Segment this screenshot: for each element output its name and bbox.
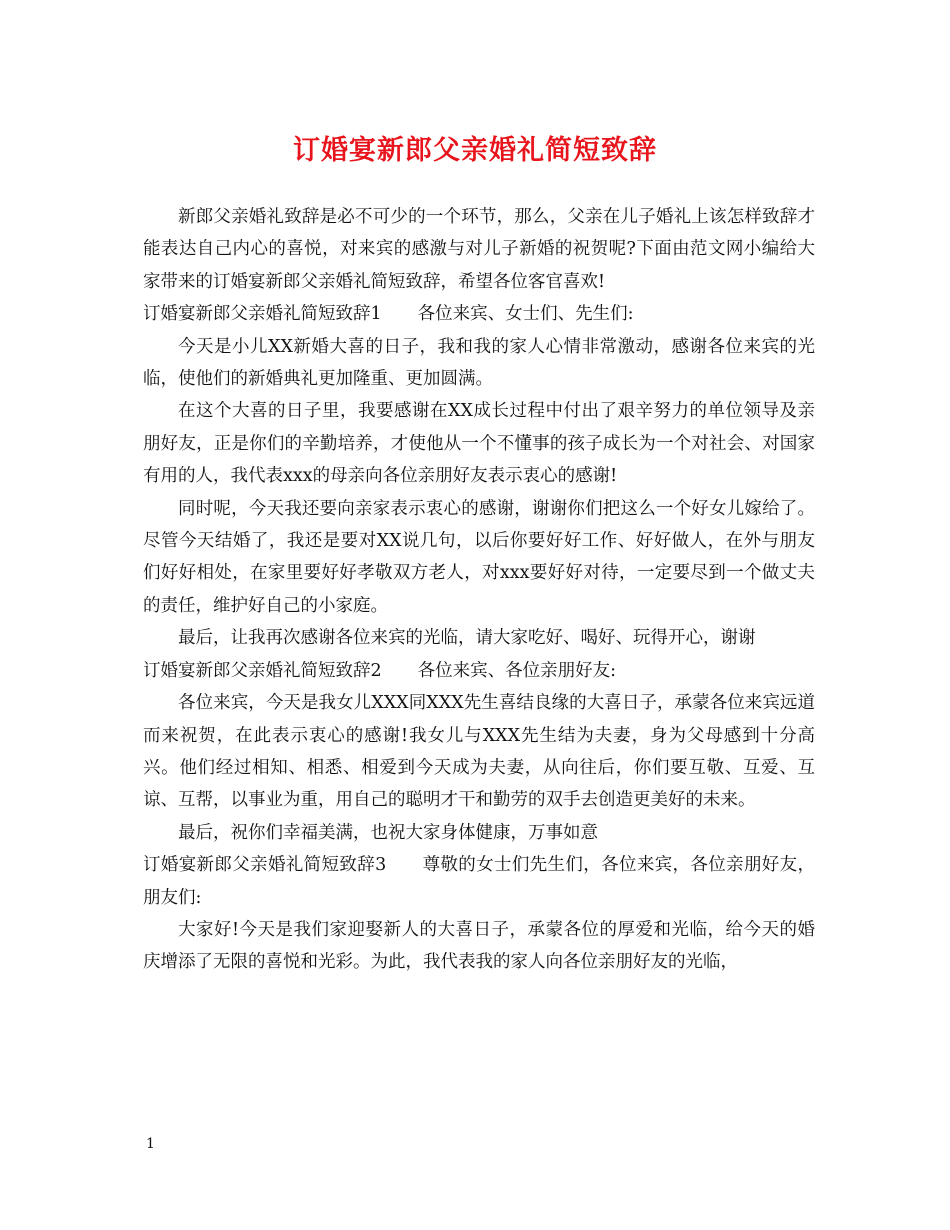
paragraph: 在这个大喜的日子里，我要感谢在XX成长过程中付出了艰辛努力的单位领导及亲朋好友，正是你们的辛勤培养，才使他从一个不懂事的孩子成长为一个对社会、对国家有用的人，我代表xxx的母亲向各位亲朋好友表示衷心的感谢! — [143, 401, 815, 487]
section-heading-label: 订婚宴新郎父亲婚礼简短致辞2 — [143, 660, 382, 681]
paragraph: 同时呢，今天我还要向亲家表示衷心的感谢，谢谢你们把这么一个好女儿嫁给了。尽管今天结婚了，我还是要对XX说几句，以后你要好好工作、好好做人，在外与朋友们好好相处，在家里要好好孝敬双方老人，对xxx要好好对待，一定要尽到一个做丈夫的责任，维护好自己的小家庭。 — [143, 498, 815, 616]
section-heading-text: 各位来宾、女士们、先生们: — [417, 304, 634, 325]
section-heading — [143, 655, 815, 687]
section-heading-text: 尊敬的女士们先生们，各位来宾，各位亲朋好友，朋友们: — [143, 855, 816, 908]
paragraph: 新郎父亲婚礼致辞是必不可少的一个环节，那么，父亲在儿子婚礼上该怎样致辞才能表达自己内心的喜悦，对来宾的感激与对儿子新婚的祝贺呢?下面由范文网小编给大家带来的订婚宴新郎父亲婚礼简短致辞，希望各位客官喜欢! — [143, 207, 815, 292]
section-heading-text: 各位来宾、各位亲朋好友: — [417, 660, 617, 681]
paragraph: 各位来宾，今天是我女儿XXX同XXX先生喜结良缘的大喜日子，承蒙各位来宾远道而来祝贺，在此表示衷心的感谢!我女儿与XXX先生结为夫妻，身为父母感到十分高兴。他们经过相知、相悉、相爱到今天成为夫妻，从向往后，你们要互敬、互爱、互谅、互帮，以事业为重，用自己的聪明才干和勤劳的双手去创造更美好的未来。 — [143, 693, 815, 811]
section-heading — [143, 298, 815, 330]
page-number: 1 — [146, 1136, 155, 1152]
section-heading-label: 订婚宴新郎父亲婚礼简短致辞3 — [143, 855, 387, 876]
document-body — [143, 201, 815, 979]
document-title: 订婚宴新郎父亲婚礼简短致辞 — [293, 135, 657, 166]
section-heading-label: 订婚宴新郎父亲婚礼简短致辞1 — [143, 304, 382, 325]
section-heading — [143, 849, 815, 914]
paragraph: 大家好!今天是我们家迎娶新人的大喜日子，承蒙各位的厚爱和光临，给今天的婚庆增添了无限的喜悦和光彩。为此，我代表我的家人向各位亲朋好友的光临， — [143, 919, 815, 973]
paragraph: 最后，祝你们幸福美满，也祝大家身体健康，万事如意 — [178, 822, 598, 843]
paragraph: 今天是小儿XX新婚大喜的日子，我和我的家人心情非常激动，感谢各位来宾的光临，使他们的新婚典礼更加隆重、更加圆满。 — [143, 336, 815, 390]
paragraph: 最后，让我再次感谢各位来宾的光临，请大家吃好、喝好、玩得开心，谢谢 — [178, 628, 756, 649]
